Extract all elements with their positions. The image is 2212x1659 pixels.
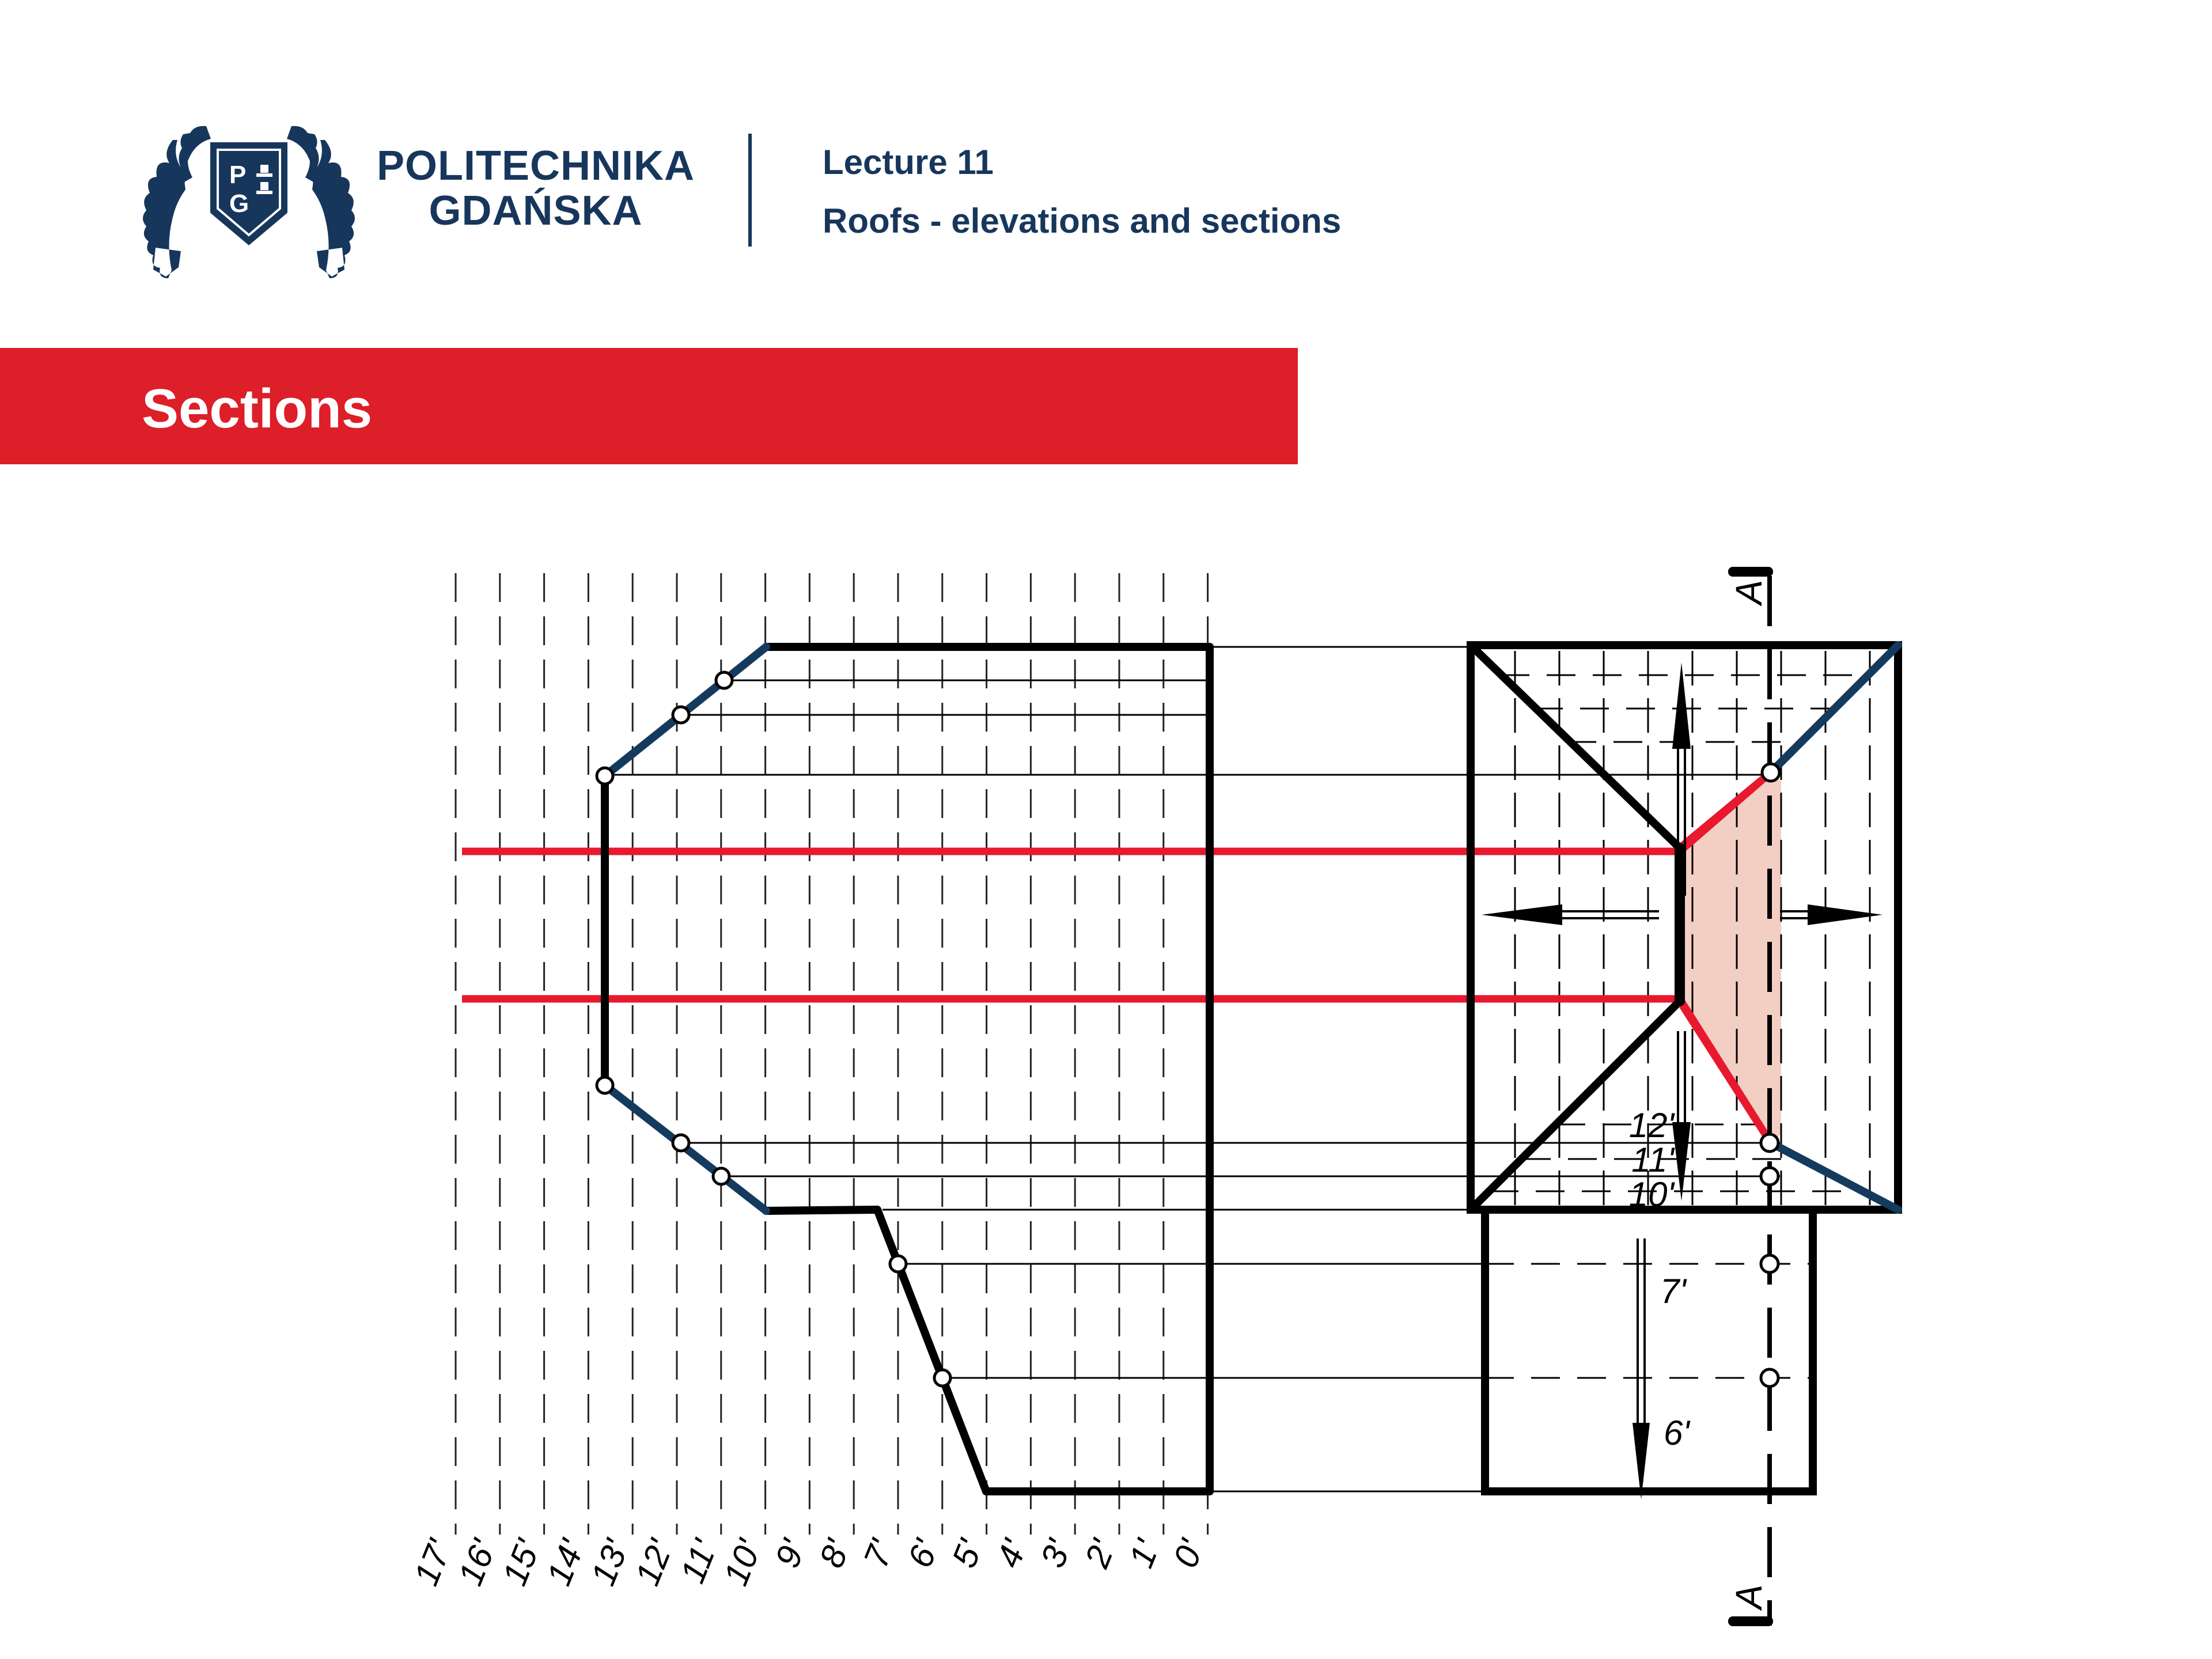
emblem-letter-p: P <box>229 161 247 189</box>
contour-label-10: 10' <box>1628 1175 1674 1214</box>
university-name-line1: POLITECHNIKA <box>377 143 695 189</box>
hip-edges-left-view <box>605 647 766 1211</box>
banner-title: Sections <box>142 378 373 440</box>
axis-label: 14' <box>539 1534 592 1591</box>
construction-points <box>597 672 1779 1387</box>
axis-label: 9' <box>767 1534 813 1573</box>
axis-label: 8' <box>812 1534 858 1573</box>
section-cut-region <box>1680 772 1781 1143</box>
axis-label: 12' <box>627 1534 681 1591</box>
axis-label: 2' <box>1077 1534 1123 1573</box>
hip-bottom-right-navy <box>1771 1143 1898 1210</box>
header <box>143 126 1341 278</box>
ridge-line-upper <box>462 772 1771 851</box>
axis-label: 5' <box>944 1534 990 1573</box>
university-name-line2: GDAŃSKA <box>429 188 643 234</box>
axis-label: 0' <box>1165 1534 1211 1573</box>
ridge-lines <box>462 772 1771 1143</box>
lecture-number: Lecture 11 <box>823 143 994 181</box>
wing-label-7: 7' <box>1660 1272 1686 1310</box>
axis-label: 17' <box>406 1534 460 1591</box>
arrow-right <box>1780 904 1883 925</box>
slope-arrows <box>1482 662 1883 1499</box>
lion-left-icon <box>143 126 211 278</box>
section-letter-bottom: A <box>1728 1584 1770 1609</box>
axis-label: 7' <box>856 1534 902 1573</box>
contour-label-11: 11' <box>1631 1141 1674 1179</box>
section-banner <box>0 348 1298 464</box>
axis-label: 16' <box>450 1534 503 1591</box>
plan-wing-rect <box>1485 1210 1813 1491</box>
wing-label-6: 6' <box>1664 1414 1690 1452</box>
axis-label: 1' <box>1121 1534 1167 1573</box>
lecture-title: Roofs - elevations and sections <box>823 202 1342 240</box>
axis-label: 11' <box>673 1534 725 1589</box>
section-tick-top <box>1728 567 1773 577</box>
emblem-letter-g: G <box>229 190 249 218</box>
section-letter-top: A <box>1728 579 1770 605</box>
ridge-line-lower <box>462 999 1771 1143</box>
axis-label: 4' <box>988 1534 1035 1573</box>
axis-label: 10' <box>716 1534 769 1591</box>
axis-label: 6' <box>900 1534 946 1573</box>
axis-label: 3' <box>1033 1534 1079 1573</box>
axis-label: 15' <box>495 1534 548 1591</box>
arrow-wing-down <box>1633 1238 1650 1499</box>
contour-label-12: 12' <box>1628 1106 1674 1145</box>
section-tick-bottom <box>1728 1616 1773 1626</box>
university-logo <box>143 126 355 278</box>
lion-right-icon <box>287 126 355 278</box>
arrow-left <box>1482 904 1659 925</box>
measuring-grid <box>407 573 1212 1590</box>
axis-label: 13' <box>583 1534 637 1591</box>
